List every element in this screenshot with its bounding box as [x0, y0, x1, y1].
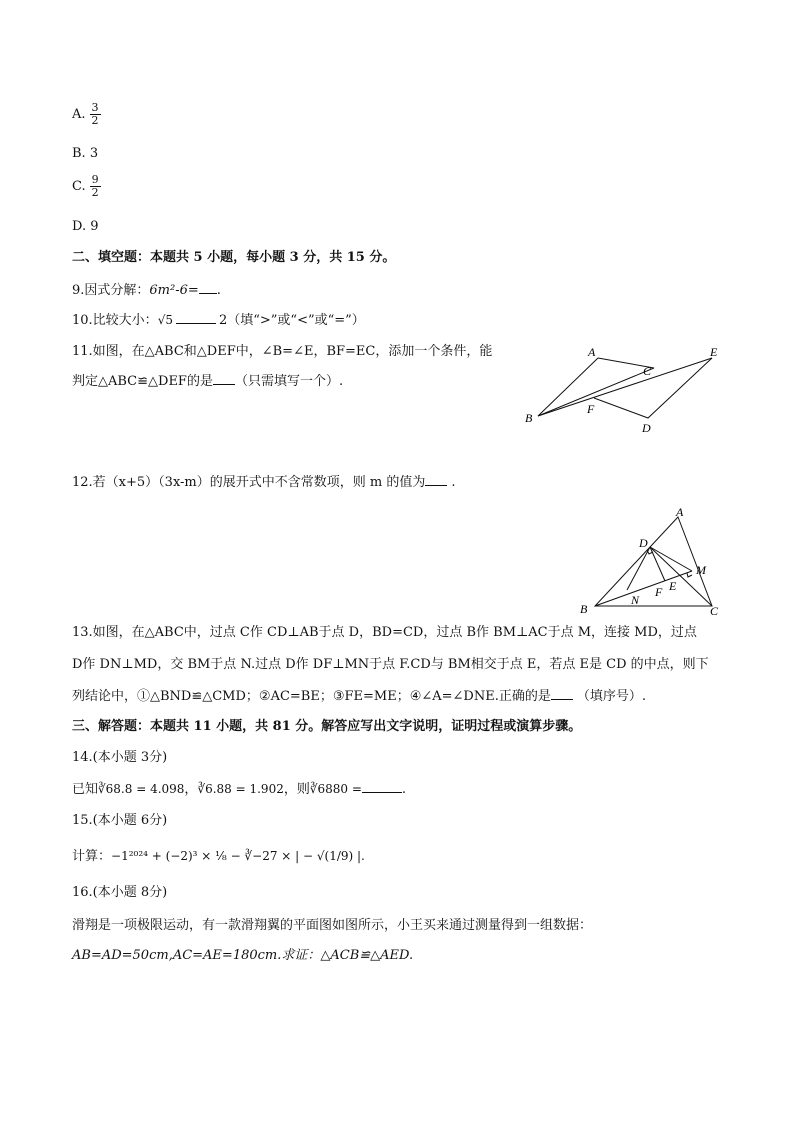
- fig13-label-m: M: [696, 563, 706, 577]
- question-11-line2: [72, 373, 343, 391]
- q12-prefix: 12.若（x+5）（3x-m）的展开式中不含常数项，则 m 的值为: [72, 475, 426, 490]
- q12-suffix: .: [451, 475, 456, 490]
- choice-a-fraction: [90, 102, 101, 127]
- q13-line3-prefix: 列结论中，①△BND≌△CMD；②AC=BE；③FE=ME；④∠A=∠DNE.正确的是: [72, 689, 551, 704]
- fig13-label-b: B: [580, 602, 588, 616]
- figure-q11: [520, 340, 730, 440]
- q14-expression-1: ∛68.8 = 4.098: [98, 782, 185, 796]
- question-12: [72, 474, 456, 492]
- choice-c-denominator: 2: [91, 186, 99, 199]
- fig13-right-angle-m: [687, 573, 692, 577]
- q12-answer-blank: [425, 485, 447, 486]
- q9-prefix: 9.因式分解：: [72, 283, 150, 298]
- choice-c-numerator: 9: [91, 173, 99, 186]
- q14-expression-2: ∛6.88 = 1.902: [197, 782, 284, 796]
- fig11-label-d: D: [642, 421, 651, 435]
- figure-q13: [575, 503, 725, 618]
- question-16-title: 16.(本小题 8分): [72, 885, 168, 900]
- fig13-label-f: F: [655, 585, 663, 599]
- section-2-heading: 二、填空题：本题共 5 小题，每小题 3 分，共 15 分。: [72, 250, 396, 265]
- choice-b: B. 3: [72, 146, 99, 161]
- question-9: [72, 282, 221, 300]
- q10-rest: 2（填“>”或“<”或“=”）: [218, 313, 365, 328]
- question-14-title: 14.(本小题 3分): [72, 750, 168, 765]
- q11-answer-blank: [213, 384, 235, 385]
- section-3-heading: 三、解答题：本题共 11 小题，共 81 分。解答应写出文字说明，证明过程或演算步骤。: [72, 719, 582, 734]
- q11-line2-suffix: （只需填写一个）.: [234, 374, 344, 389]
- fig13-triangle-abc: [595, 517, 712, 606]
- q15-prefix: 计算：: [72, 849, 112, 864]
- choice-c-fraction: [90, 174, 101, 199]
- fig13-label-d: D: [639, 536, 648, 550]
- q14-expression-3: ∛6880 =: [309, 782, 362, 796]
- question-13-line1: 13.如图，在△ABC中，过点 C作 CD⊥AB于点 D，BD=CD，过点 B作 BM⊥AC于点 M，连接 MD，过点: [72, 625, 697, 640]
- q14-middle: ，则: [283, 782, 310, 797]
- fig11-triangle-def: [594, 358, 712, 418]
- q14-answer-blank: [362, 792, 402, 793]
- q9-expression: 6m²-6=: [149, 283, 199, 298]
- question-15-body: [72, 847, 365, 866]
- fig11-label-c: C: [643, 364, 652, 378]
- q11-line2-prefix: 判定△ABC≌△DEF的是: [72, 374, 213, 389]
- fig11-label-f: F: [587, 402, 595, 416]
- fig11-triangle-abc: [538, 358, 654, 416]
- q14-separator: ，: [184, 782, 198, 797]
- choice-a-denominator: 2: [91, 114, 99, 127]
- question-16-line1: 滑翔是一项极限运动，有一款滑翔翼的平面图如图所示，小王买来通过测量得到一组数据：: [72, 918, 593, 933]
- question-13-line3: [72, 688, 646, 706]
- q15-expression: −1²⁰²⁴ + (−2)³ × ⅛ − ∛−27 × | − √(1/9) |.: [111, 849, 365, 863]
- choice-d: D. 9: [72, 219, 99, 234]
- fig13-segment-bm: [595, 571, 692, 606]
- fig13-label-e: E: [669, 579, 677, 593]
- question-13-line2: D作 DN⊥MD，交 BM于点 N.过点 D作 DF⊥MN于点 F.CD与 BM相交于点 E，若点 E是 CD 的中点，则下: [72, 657, 709, 672]
- choice-a: [72, 102, 101, 127]
- q13-answer-blank: [551, 699, 573, 700]
- q14-prefix: 已知: [72, 782, 99, 797]
- question-11-line1: 11.如图，在△ABC和△DEF中，∠B=∠E，BF=EC，添加一个条件，能: [72, 344, 493, 359]
- q14-suffix: .: [401, 782, 407, 797]
- fig13-label-c: C: [710, 604, 719, 618]
- q13-line3-suffix: （填序号）.: [576, 689, 646, 704]
- question-15-title: 15.(本小题 6分): [72, 813, 168, 828]
- q9-suffix: .: [216, 283, 221, 298]
- q9-answer-blank: [199, 293, 217, 294]
- q10-sqrt: √5: [157, 313, 173, 327]
- fig11-label-b: B: [525, 411, 533, 425]
- q10-prefix: 10.比较大小：: [72, 313, 158, 328]
- fig11-side-be: [538, 358, 712, 416]
- fig11-label-a: A: [588, 345, 596, 359]
- question-14-body: [72, 780, 406, 799]
- choice-c: [72, 174, 101, 199]
- choice-a-numerator: 3: [91, 101, 99, 114]
- choice-a-label: A.: [72, 107, 86, 122]
- q10-answer-blank: [176, 323, 216, 324]
- fig13-label-n: N: [631, 593, 640, 607]
- question-10: [72, 311, 365, 330]
- fig13-label-a: A: [676, 505, 684, 519]
- choice-c-label: C.: [72, 179, 86, 194]
- question-16-line2: AB=AD=50cm,AC=AE=180cm.求证：△ACB≌△AED.: [72, 948, 414, 963]
- fig11-label-e: E: [710, 345, 718, 359]
